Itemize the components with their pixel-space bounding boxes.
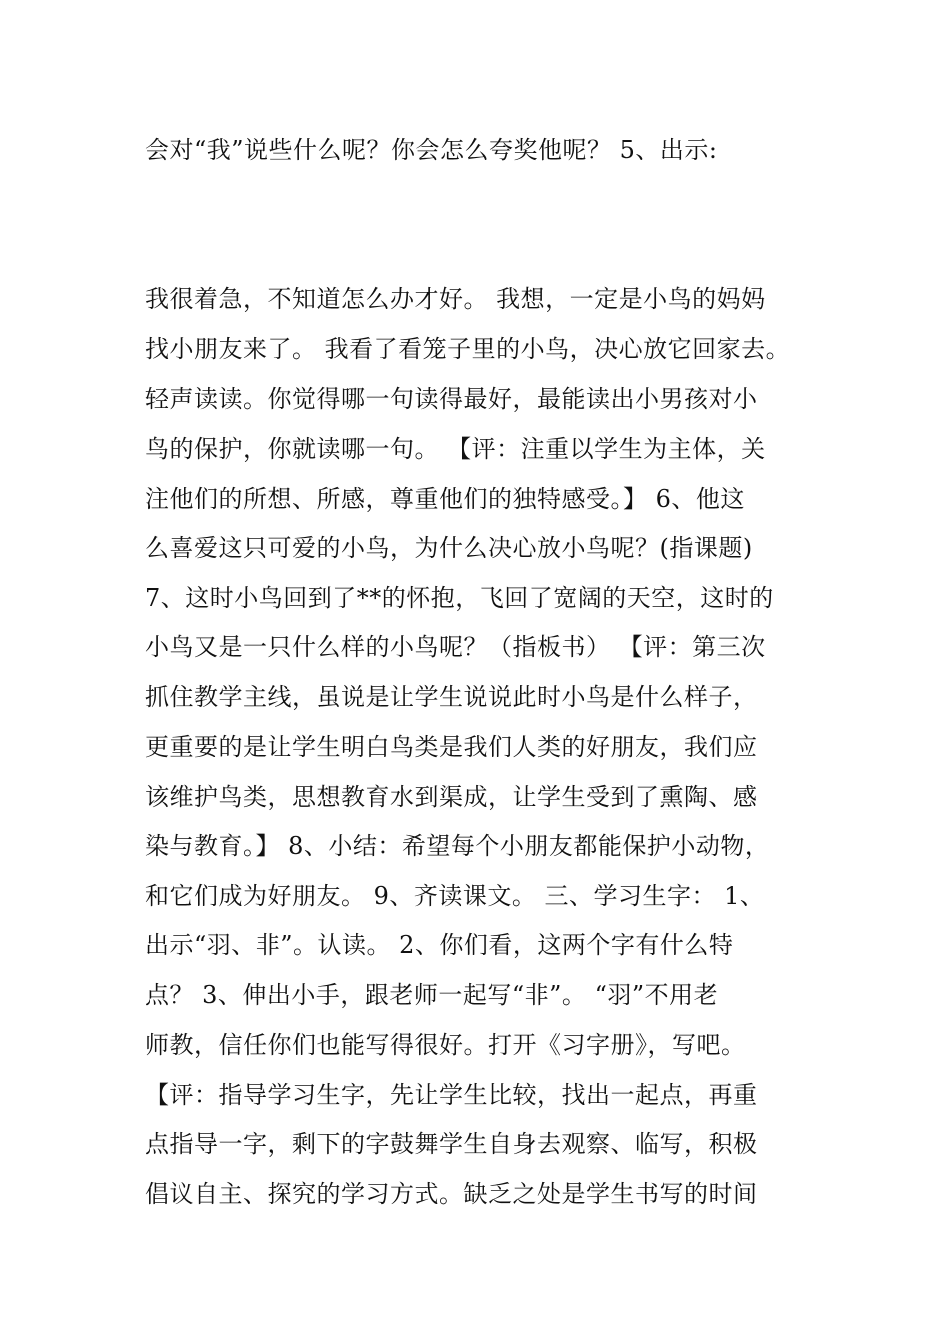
text-line: 【评：指导学习生字，先让学生比较，找出一起点，再重 — [145, 1081, 758, 1109]
text-line: 我很着急，不知道怎么办才好。 我想，一定是小鸟的妈妈 — [145, 285, 766, 313]
text-line: 么喜爱这只可爱的小鸟，为什么决心放小鸟呢？(指课题) — [145, 534, 753, 562]
text-line: 更重要的是让学生明白鸟类是我们人类的好朋友，我们应 — [145, 733, 758, 761]
text-line: 点指导一字，剩下的字鼓舞学生自身去观察、临写，积极 — [145, 1130, 758, 1158]
text-line: 鸟的保护，你就读哪一句。 【评：注重以学生为主体，关 — [145, 435, 766, 463]
text-line: 找小朋友来了。 我看了看笼子里的小鸟，决心放它回家去。 — [145, 335, 791, 363]
text-line: 出示“羽、非”。认读。 2、你们看，这两个字有什么特 — [145, 931, 734, 959]
text-line-top: 会对“我”说些什么呢？你会怎么夸奖他呢？ 5、出示: — [145, 136, 718, 164]
text-line: 抓住教学主线，虽说是让学生说说此时小鸟是什么样子， — [145, 683, 758, 711]
text-line: 轻声读读。你觉得哪一句读得最好，最能读出小男孩对小 — [145, 385, 758, 413]
text-line: 倡议自主、探究的学习方式。缺乏之处是学生书写的时间 — [145, 1180, 758, 1208]
text-line: 师教，信任你们也能写得很好。打开《习字册》，写吧。 — [145, 1031, 746, 1059]
text-line: 该维护鸟类，思想教育水到渠成，让学生受到了熏陶、感 — [145, 783, 758, 811]
text-line: 和它们成为好朋友。 9、齐读课文。 三、学习生字： 1、 — [145, 882, 765, 910]
text-line: 7、这时小鸟回到了**的怀抱，飞回了宽阔的天空，这时的 — [145, 584, 774, 612]
text-line: 小鸟又是一只什么样的小鸟呢？（指板书） 【评：第三次 — [145, 633, 766, 661]
text-line: 点？ 3、伸出小手，跟老师一起写“非”。 “羽”不用老 — [145, 981, 719, 1009]
text-line: 染与教育。】 8、小结：希望每个小朋友都能保护小动物， — [145, 832, 770, 860]
text-line: 注他们的所想、所感，尊重他们的独特感受。】 6、他这 — [145, 485, 745, 513]
